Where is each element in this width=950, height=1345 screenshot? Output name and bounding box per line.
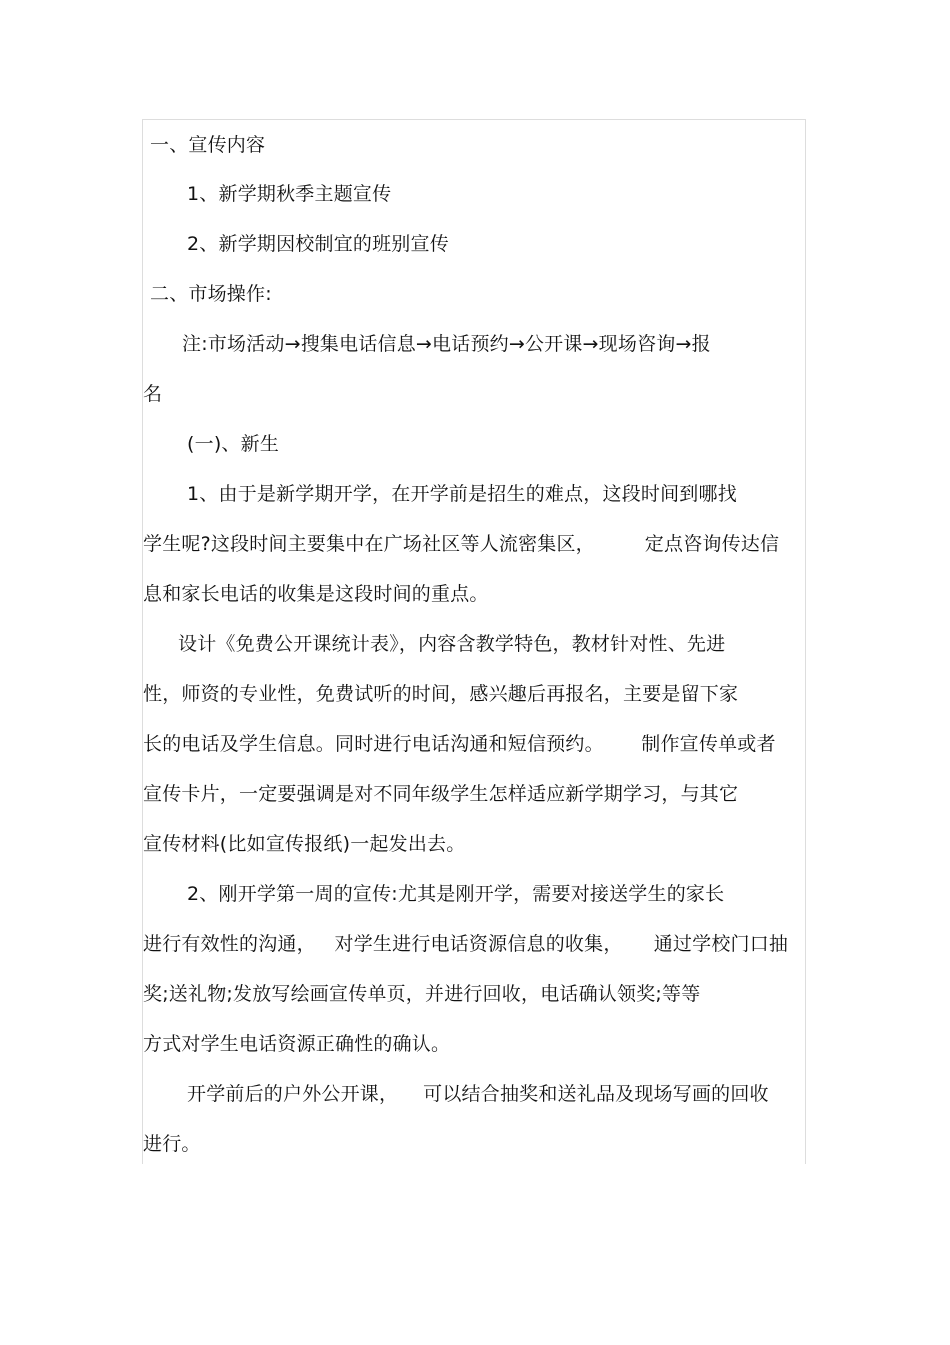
paragraph-2-line-5: 宣传材料(比如宣传报纸)一起发出去。 xyxy=(143,833,466,855)
paragraph-2-line-4: 宣传卡片，一定要强调是对不同年级学生怎样适应新学期学习，与其它 xyxy=(143,783,739,805)
paragraph-1-line-1: 1、由于是新学期开学，在开学前是招生的难点，这段时间到哪找 xyxy=(187,483,737,505)
list-item-class-publicity: 2、新学期因校制宜的班别宣传 xyxy=(187,233,449,255)
paragraph-4-line-2: 进行。 xyxy=(143,1133,201,1155)
subsection-heading-new-students: (一)、新生 xyxy=(187,433,280,455)
paragraph-3-line-1: 2、刚开学第一周的宣传:尤其是刚开学，需要对接送学生的家长 xyxy=(187,883,725,905)
paragraph-1-line-2: 学生呢?这段时间主要集中在广场社区等人流密集区， 定点咨询传达信 xyxy=(143,533,780,555)
paragraph-3-line-2: 进行有效性的沟通， 对学生进行电话资源信息的收集， 通过学校门口抽 xyxy=(143,933,789,955)
note-process-line: 注:市场活动→搜集电话信息→电话预约→公开课→现场咨询→报 xyxy=(182,333,711,355)
paragraph-2-line-2: 性，师资的专业性，免费试听的时间，感兴趣后再报名，主要是留下家 xyxy=(143,683,739,705)
paragraph-1-line-3: 息和家长电话的收集是这段时间的重点。 xyxy=(143,583,489,605)
note-process-line-cont: 名 xyxy=(143,383,163,405)
section-heading-market-operation: 二、市场操作: xyxy=(150,283,272,305)
paragraph-2-line-3: 长的电话及学生信息。同时进行电话沟通和短信预约。 制作宣传单或者 xyxy=(143,733,776,755)
paragraph-3-line-4: 方式对学生电话资源正确性的确认。 xyxy=(143,1033,451,1055)
paragraph-3-line-3: 奖;送礼物;发放写绘画宣传单页，并进行回收，电话确认领奖;等等 xyxy=(143,983,701,1005)
list-item-autumn-theme: 1、新学期秋季主题宣传 xyxy=(187,183,392,205)
paragraph-4-line-1: 开学前后的户外公开课， 可以结合抽奖和送礼品及现场写画的回收 xyxy=(187,1083,769,1105)
section-heading-publicity-content: 一、宣传内容 xyxy=(150,134,266,156)
paragraph-2-line-1: 设计《免费公开课统计表》，内容含教学特色，教材针对性、先进 xyxy=(178,633,726,655)
